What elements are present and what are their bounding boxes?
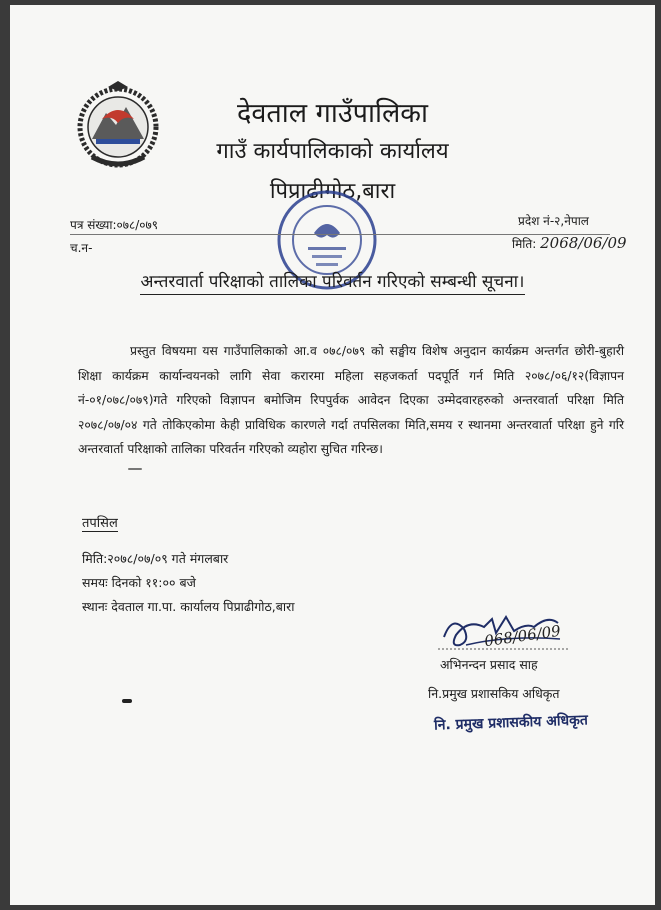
document-page [10,5,655,905]
schedule-heading [82,513,118,531]
notice-subject-text: अन्तरवार्ता परिक्षाको तालिका परिवर्तन गरिएको सम्बन्धी सूचना। [140,272,524,295]
header-divider [70,234,610,235]
dispatch-number: च.न- [70,241,93,255]
schedule-heading-text: तपसिल [82,516,118,531]
signature-date: 068/06/09 [483,621,562,651]
notice-body [78,339,624,462]
designation-stamp: नि. प्रमुख प्रशासकीय अधिकृत [433,712,589,734]
notice-body-text: प्रस्तुत विषयमा यस गाउँपालिकाको आ.व ०७८/०७९ को सङ्घीय विशेष अनुदान कार्यक्रम अन्तर्गत छोरी-बुहारी शिक्षा कार्यक्रम कार्यान्वयनको लागि सेवा करारमा महिला सहजकर्ता पदपूर्ति गर्न मिति २०७८/०६/१२(विज्ञापन नं-०१/०७८/०७९)गते गरिएको विज्ञापन बमोजिम रिपपुर्वक आवेदन दिएका उम्मेदवारहरुको अन्तरवार्ता परिक्षा मिति २०७८/०७/०४ गते तोकिएकोमा केही प्राविधिक कारणले गर्दा तपसिलका मिति,समय र स्थानमा अन्तरवार्ता परिक्षा हुने गरि अन्तरवार्ता परिक्षाको तालिका परिवर्तन गरिएको व्यहोरा सुचित गरिन्छ। [78,344,624,457]
schedule-date: मिति:२०७८/०७/०९ गते मंगलबार [82,551,229,566]
signatory-name: अभिनन्दन प्रसाद साह [440,657,538,672]
province-label: प्रदेश नं-२,नेपाल [518,214,589,228]
scan-mark [122,699,132,703]
handwritten-date: 2068/06/09 [540,234,627,252]
notice-subject [10,269,655,292]
date-row [512,234,627,252]
office-address: पिप्राढीगोठ,बारा [269,179,396,204]
schedule-time: समयः दिनको ११:०० बजे [82,575,196,590]
signatory-title: नि.प्रमुख प्रशासकिय अधिकृत [428,686,560,701]
office-name: गाउँ कार्यपालिकाको कार्यालय [216,139,449,164]
municipality-name: देवताल गाउँपालिका [237,98,428,129]
scan-mark [128,468,142,470]
letter-number: पत्र संख्या:०७८/०७९ [70,218,158,232]
date-label: मिति: [512,237,537,251]
schedule-place: स्थानः देवताल गा.पा. कार्यालय पिप्राढीगोठ,बारा [82,599,295,614]
